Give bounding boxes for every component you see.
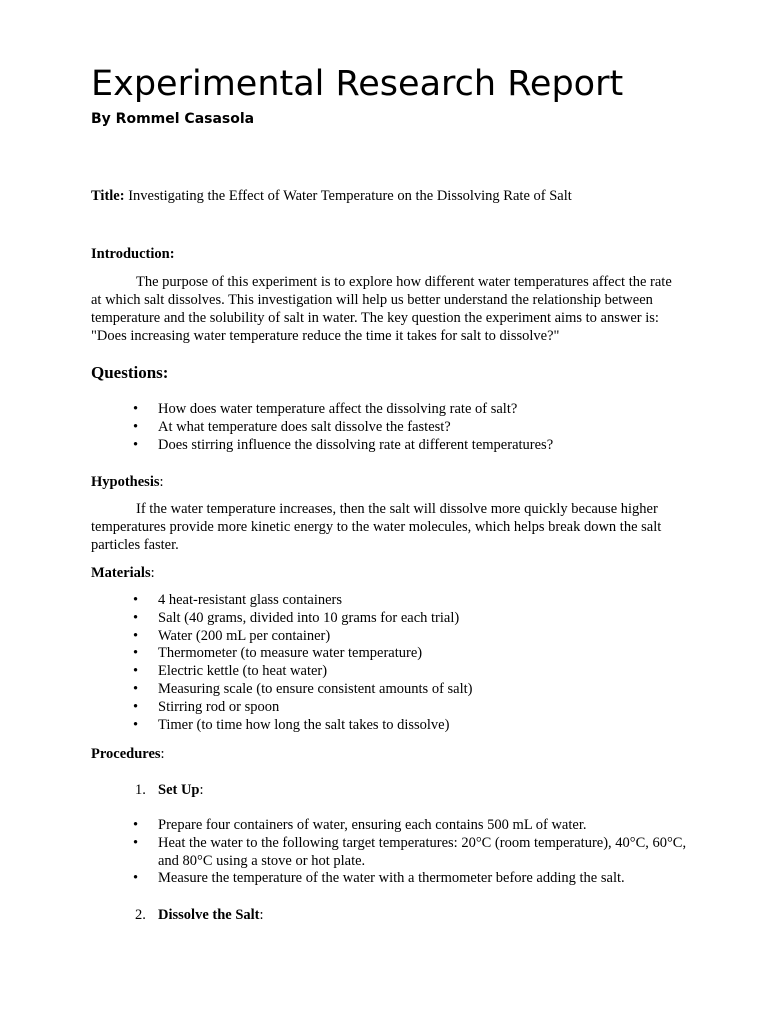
introduction-paragraph: The purpose of this experiment is to explore how different water temperatures affect the rate at which salt dissolves. This investigation will help us better understand the relationship between temperature and the solubility of salt in water. The key question the experiment aims to answer is: "Does increasing water temperature reduce the time it takes for salt to dissolve?" bbox=[91, 274, 672, 344]
list-item: • Measure the temperature of the water with a thermometer before adding the salt. bbox=[133, 870, 625, 887]
bullet-icon: • bbox=[133, 663, 139, 680]
bullet-icon: • bbox=[133, 592, 139, 608]
setup-list bbox=[91, 817, 691, 888]
questions-heading: Questions: bbox=[91, 363, 169, 382]
materials-list bbox=[91, 592, 691, 734]
hypothesis-paragraph: If the water temperature increases, then the salt will dissolve more quickly because higher temperatures provide more kinetic energy to the water molecules, which helps break down the salt particles faster. bbox=[91, 501, 662, 553]
list-item: • How does water temperature affect the dissolving rate of salt? bbox=[133, 401, 518, 417]
procedure-step-1: 1. Set Up: bbox=[135, 782, 204, 798]
procedures-heading: Procedures: bbox=[91, 746, 165, 762]
author-line: By Rommel Casasola bbox=[91, 111, 255, 127]
step-label: Dissolve the Salt bbox=[158, 907, 260, 923]
hypothesis-heading: Hypothesis: bbox=[91, 474, 164, 490]
bullet-icon: • bbox=[133, 418, 139, 435]
list-item: • Does stirring influence the dissolving rate at different temperatures? bbox=[133, 436, 554, 453]
list-item: • Timer (to time how long the salt takes to dissolve) bbox=[133, 716, 450, 733]
list-item: • Prepare four containers of water, ensuring each contains 500 mL of water. bbox=[133, 817, 587, 833]
list-item: • 4 heat-resistant glass containers bbox=[133, 592, 343, 608]
list-item: • Electric kettle (to heat water) bbox=[133, 663, 328, 680]
bullet-icon: • bbox=[133, 817, 139, 833]
report-title-line bbox=[91, 187, 572, 205]
list-item: • Water (200 mL per container) bbox=[133, 627, 331, 644]
list-item: • Stirring rod or spoon bbox=[133, 698, 280, 715]
bullet-icon: • bbox=[133, 627, 139, 644]
introduction-heading: Introduction: bbox=[91, 246, 175, 262]
list-item: • Heat the water to the following target temperatures: 20°C (room temperature), 40°C, 60°C, and 80°C using a stove or hot plate. bbox=[133, 834, 687, 869]
list-item: • Salt (40 grams, divided into 10 grams for each trial) bbox=[133, 609, 460, 626]
bullet-icon: • bbox=[133, 609, 139, 626]
bullet-icon: • bbox=[133, 716, 139, 733]
questions-list bbox=[91, 401, 691, 454]
procedure-step-2: 2. Dissolve the Salt: bbox=[135, 907, 264, 923]
step-label: Set Up bbox=[158, 782, 200, 798]
bullet-icon: • bbox=[133, 401, 139, 417]
bullet-icon: • bbox=[133, 698, 139, 715]
step-number: 1. bbox=[135, 782, 146, 798]
step-number: 2. bbox=[135, 907, 146, 923]
bullet-icon: • bbox=[133, 680, 139, 697]
report-title-label: Title: bbox=[91, 188, 125, 204]
list-item: • Thermometer (to measure water temperature) bbox=[133, 645, 423, 662]
bullet-icon: • bbox=[133, 834, 139, 851]
list-item: • Measuring scale (to ensure consistent amounts of salt) bbox=[133, 680, 473, 697]
bullet-icon: • bbox=[133, 436, 139, 453]
materials-heading: Materials: bbox=[91, 565, 155, 581]
report-title-text: Investigating the Effect of Water Temperature on the Dissolving Rate of Salt bbox=[124, 188, 572, 204]
list-item: • At what temperature does salt dissolve the fastest? bbox=[133, 418, 451, 435]
bullet-icon: • bbox=[133, 870, 139, 887]
page-title: Experimental Research Report bbox=[91, 64, 624, 104]
bullet-icon: • bbox=[133, 645, 139, 662]
